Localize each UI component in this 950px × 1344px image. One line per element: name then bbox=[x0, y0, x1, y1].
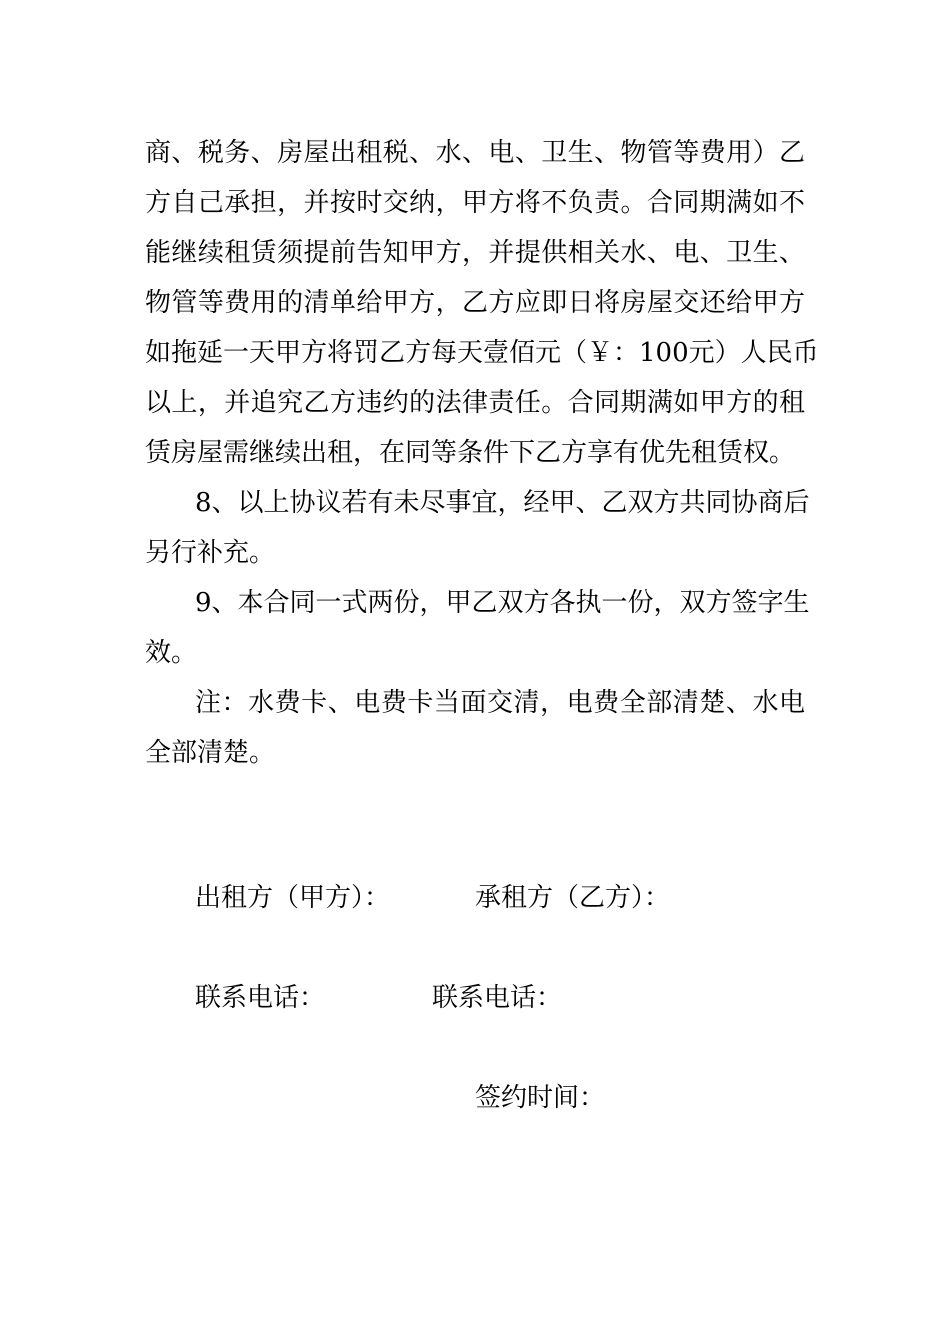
clause-9-line-2: 效。 bbox=[145, 638, 198, 668]
clause-7-line-4: 物管等费用的清单给甲方，乙方应即日将房屋交还给甲方 bbox=[145, 288, 805, 318]
clause-7-line-5: 如拖延一天甲方将罚乙方每天壹佰元（￥：100元）人民币 bbox=[145, 338, 819, 368]
clause-7-line-7: 赁房屋需继续出租，在同等条件下乙方享有优先租赁权。 bbox=[145, 438, 796, 468]
clause-7-line-2: 方自己承担，并按时交纳，甲方将不负责。合同期满如不 bbox=[145, 188, 805, 218]
clause-7-line-3: 能继续租赁须提前告知甲方，并提供相关水、电、卫生、 bbox=[145, 238, 805, 268]
lessee-label: 承租方（乙方）： bbox=[475, 883, 671, 913]
sign-date-label: 签约时间： bbox=[475, 1083, 606, 1113]
clause-7-line-6: 以上，并追究乙方违约的法律责任。合同期满如甲方的租 bbox=[145, 388, 805, 418]
lessee-phone-label: 联系电话： bbox=[432, 983, 563, 1013]
note-line-1: 注：水费卡、电费卡当面交清，电费全部清楚、水电 bbox=[195, 688, 805, 718]
lessor-label: 出租方（甲方）： bbox=[195, 883, 391, 913]
clause-8-line-1: 8、以上协议若有未尽事宜，经甲、乙双方共同协商后 bbox=[195, 488, 810, 518]
lessor-phone-label: 联系电话： bbox=[195, 983, 326, 1013]
clause-7-line-1: 商、税务、房屋出租税、水、电、卫生、物管等费用）乙 bbox=[145, 138, 805, 168]
clause-9-line-1: 9、本合同一式两份，甲乙双方各执一份，双方签字生 bbox=[195, 588, 810, 618]
note-line-2: 全部清楚。 bbox=[145, 738, 276, 768]
clause-8-line-2: 另行补充。 bbox=[145, 538, 276, 568]
